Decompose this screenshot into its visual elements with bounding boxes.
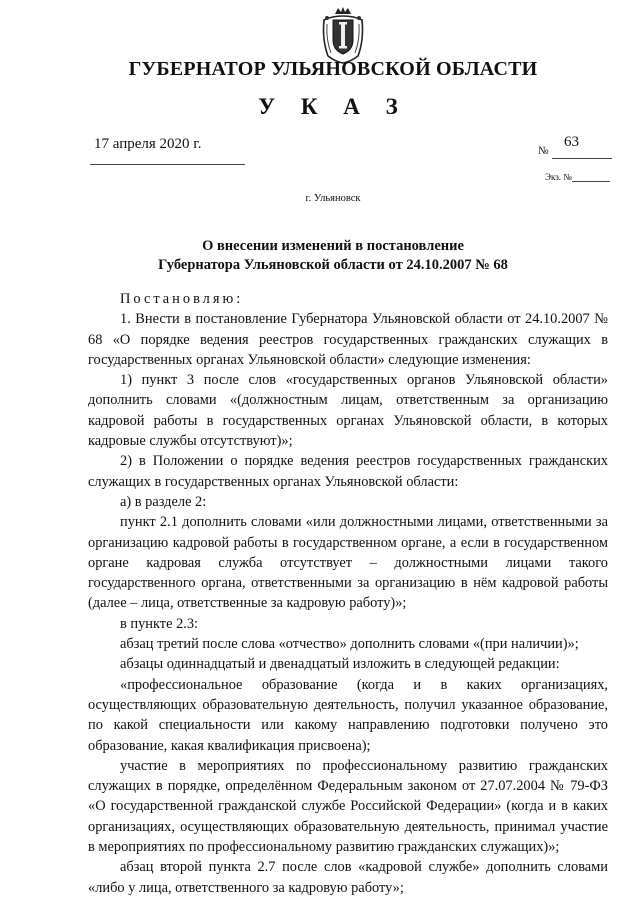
paragraph: 1) пункт 3 после слов «государственных органов Ульяновской области» дополнить словами «(должностным лицам, ответственным за организацию кадровой работы в государственных органах Ульяновской области, в которых кадровые службы отсутствуют)»;: [88, 372, 608, 450]
title-line-1: О внесении изменений в постановление: [202, 238, 464, 254]
title-line-2: Губернатора Ульяновской области от 24.10.2007 № 68: [158, 257, 508, 273]
city: г. Ульяновск: [305, 193, 361, 204]
paragraph: 2) в Положении о порядке ведения реестров государственных гражданских служащих в государственных органах Ульяновской области:: [88, 453, 608, 490]
document-type: У К А З: [258, 94, 408, 119]
paragraph: 1. Внести в постановление Губернатора Ульяновской области от 24.10.2007 № 68 «О порядке ведения реестров государственных гражданских служащих в государственных органах Ульяновской области» следующие изменения:: [88, 311, 608, 368]
date-field: [90, 136, 245, 165]
copy-label: Экз. №: [545, 172, 572, 182]
paragraph: а) в разделе 2:: [120, 493, 207, 510]
document-title: [0, 237, 640, 275]
paragraph: абзац третий после слова «отчество» дополнить словами «(при наличии)»;: [120, 636, 579, 653]
document-body: [88, 289, 608, 898]
paragraph: абзацы одиннадцатый и двенадцатый изложить в следующей редакции:: [120, 656, 560, 673]
document-number: 63: [564, 134, 579, 150]
copy-number-blank: [572, 181, 610, 182]
number-prefix: №: [538, 145, 549, 157]
copy-number: [545, 172, 610, 182]
org-title: ГУБЕРНАТОР УЛЬЯНОВСКОЙ ОБЛАСТИ: [128, 58, 538, 80]
paragraph: абзац второй пункта 2.7 после слов «кадровой службе» дополнить словами «либо у лица, ответственного за кадровую работу»;: [88, 859, 608, 896]
paragraph: пункт 2.1 дополнить словами «или должностными лицами, ответственными за организацию кадровой работы в государственном органе, а если в государственном органе кадровая служба отсутствует – должностными лицами такого государственного органа, ответственными за организацию в нём кадровой работы (далее – лица, ответственные за кадровую работу)»;: [88, 514, 608, 612]
number-field: [552, 132, 612, 159]
paragraph: «профессиональное образование (когда и в каких организациях, осуществляющих образовательную деятельность, получил указанное образование, по какой специальности или какому направлению подготовки получено это образование, какая квалификация присвоена);: [88, 676, 608, 754]
paragraph: участие в мероприятиях по профессиональному развитию гражданских служащих в порядке, определённом Федеральным законом от 27.07.2004 № 79-ФЗ «О государственной гражданской службе Российской Федерации» (когда и в каких организациях, осуществляющих образовательную деятельность, принимал участие в мероприятиях по профессиональному развитию гражданских служащих)»;: [88, 757, 608, 856]
paragraph: в пункте 2.3:: [120, 615, 199, 632]
coat-of-arms-icon: [318, 6, 368, 64]
document-date: 17 апреля 2020 г.: [94, 136, 202, 152]
paragraph-resolution: Постановляю:: [120, 291, 244, 307]
